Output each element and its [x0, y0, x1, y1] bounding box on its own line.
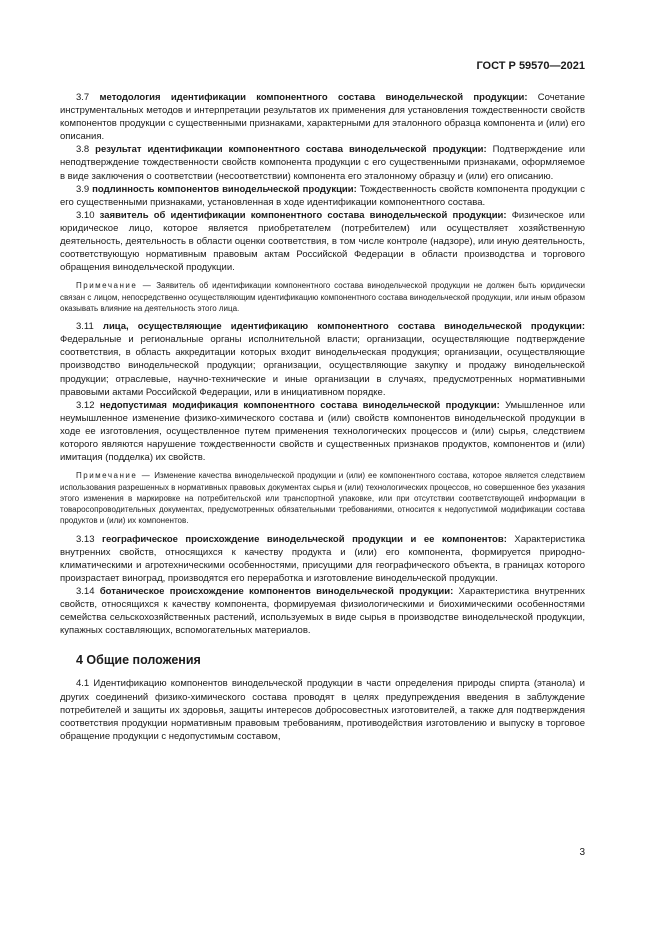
clause-term: лица, осуществляющие идентификацию компонентного состава винодельческой продукции:: [102, 321, 585, 333]
clause-3-11: [60, 320, 585, 399]
page-content: [60, 91, 585, 743]
clause-text: Физическое или юридическое лицо, которое является приобретателем (потребителем) или осуществляет хозяйственную деятельность, деятельность в области оценки соответствия, в том числе контроле (надзоре), или иную деятельность, соответствующую нормативным правовым актам Российской Федерации в области производства и торгового обращения винодельческой продукции.: [60, 209, 585, 274]
clause-text: Тождественность свойств компонента продукции с его существенными признаками, установленная в ходе идентификации компонентного состава.: [60, 183, 586, 208]
clause-text: Характеристика внутренних свойств, относящихся к качеству продукта и (или) его компонента, формируется природно-климатическими и агротехническими особенностями, присущими для географического объекта, в границах которого произрастает виноград, производятся его переработка и изготовление винодельческой продукции.: [60, 533, 585, 584]
clause-term: недопустимая модификация компонентного состава винодельческой продукции:: [99, 399, 500, 411]
note-3-10: [60, 280, 585, 314]
clause-term: заявитель об идентификации компонентного состава винодельческой продукции:: [99, 209, 507, 221]
clause-number: 3.13: [76, 533, 95, 545]
clause-number: 3.10: [76, 209, 95, 221]
clause-text: Федеральные и региональные органы исполнительной власти; организации, осуществляющие подтверждение соответствия, в область аккредитации которых входит винодельческая продукция; организации, осуществляющие производство винодельческой продукции; организации, осуществляющие закупку и продажу винодельческой продукции; отраслевые, научно-технические и иные организации в случаях, предусмотренных нормативными правовыми актами Российской Федерации, или в инициативном порядке.: [60, 334, 585, 398]
note-label: Примечание —: [76, 281, 153, 291]
clause-number: 3.14: [76, 586, 95, 598]
clause-3-7: [60, 91, 585, 143]
clause-text: Умышленное или неумышленное изменение физико-химического состава и (или) свойств компонентов винодельческой продукции в ходе ее изготовления, осуществленное путем применения технологических процессов и (или) сырья, следствием которого являются нарушение тождественности свойств и существенных признаков продуктов, компонентов и (или) имитация (подделка) их свойств.: [60, 399, 585, 464]
note-3-12: [60, 470, 585, 526]
clause-term: методология идентификации компонентного состава винодельческой продукции:: [99, 92, 528, 103]
clause-number: 3.8: [76, 144, 90, 156]
note-label: Примечание —: [76, 471, 152, 481]
clause-number: 3.11: [76, 321, 94, 333]
clause-number: 3.7: [76, 92, 90, 103]
clause-term: результат идентификации компонентного состава винодельческой продукции:: [95, 144, 487, 156]
note-text: Заявитель об идентификации компонентного состава винодельческой продукции не должен быть юридически связан с лицом, непосредственно осуществляющим идентификацию компонентного состава винодельческой продукции, или иным образом оказывать влияние на деятельность этого лица.: [60, 281, 585, 313]
clause-text: Сочетание инструментальных методов и интерпретации результатов их применения для установления тождественности свойств компонентов продукции с существенными признаками, характерными для эталонного образца компонента и (или) его описания.: [60, 92, 586, 143]
clause-term: ботаническое происхождение компонентов винодельческой продукции:: [99, 586, 454, 598]
note-text: Изменение качества винодельческой продукции и (или) ее компонентного состава, которое является следствием использования разрешенных в нормативных правовых документах сырья и (или) технологических процессов, но совершенное без указания этого изменения в маркировке на потребительской или транспортной упаковке, или при отсутствии соответствующей информации в товаросопроводительных документах, предусмотренных обязательными требованиями, относится к недопустимой модификации состава продуктов и (или) их компонентов.: [60, 471, 585, 526]
clause-3-12: [60, 399, 585, 464]
clause-3-14: [60, 585, 585, 637]
clause-3-10: [60, 209, 585, 274]
clause-3-9: [60, 183, 585, 209]
clause-3-8: [60, 143, 585, 182]
page-number: 3: [579, 847, 585, 858]
clause-3-13: [60, 533, 585, 585]
clause-term: географическое происхождение винодельческой продукции и ее компонентов:: [102, 533, 507, 545]
clause-text: Подтверждение или неподтверждение тождественности свойств компонента продукции с его существенными признаками, оформляемое в виде заключения о соответствии (несоответствии) компонента его эталонному образцу и (или) его описанию.: [60, 144, 586, 182]
clause-number: 3.9: [76, 183, 90, 195]
clause-text: Характеристика внутренних свойств, относящихся к качеству компонента, формируемая физиологическими и биохимическими особенностями семейства сельскохозяйственных растений, используемых в виде сырья в производстве винодельческой продукции, купажных составляющих, вспомогательных материалов.: [60, 586, 585, 637]
document-id: ГОСТ Р 59570—2021: [476, 60, 585, 72]
section-heading: 4 Общие положения: [76, 653, 201, 668]
clause-number: 3.12: [76, 399, 95, 411]
clause-4-1: 4.1 Идентификацию компонентов винодельческой продукции в части определения природы спирта (этанола) и других соединений физико-химического состава проводят в целях предупреждения введения в заблуждение потребителей и защиты их здоровья, защиты интересов добросовестных изготовителей, а также для подтверждения соответствия продукции нормативным правовым требованиям, противодействия изготовлению и выпуску в торговое обращение продукции с недопустимым составом,: [60, 678, 585, 742]
clause-term: подлинность компонентов винодельческой продукции:: [92, 183, 357, 195]
